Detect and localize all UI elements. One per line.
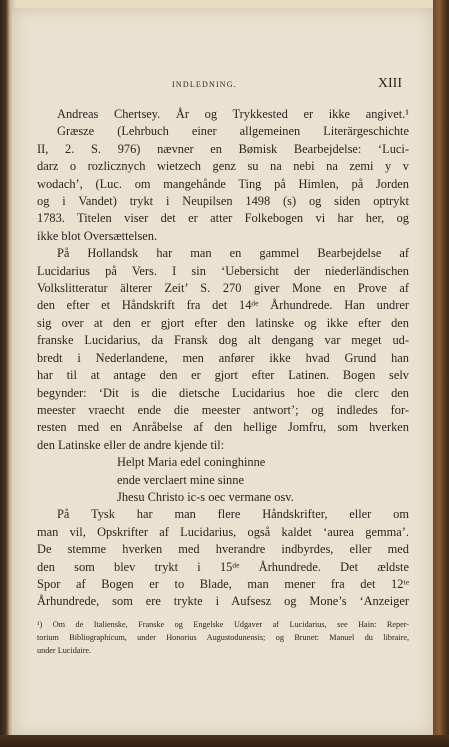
verse-line: ende verclaert mine sinne xyxy=(117,472,244,487)
text-line: bredt i Nederlandene, men anfører ikke hvad Grund han xyxy=(37,350,409,365)
text-line: den Latinske eller de andre kjende til: xyxy=(37,437,225,452)
text-line: darz o rozlicznych wietzech genz su na nebi na zemi y v xyxy=(37,159,409,174)
text-line: Århundrede, som ere trykte i Aufsesz og Mone’s ‘Anzeiger xyxy=(37,594,409,609)
text-line: Græsze (Lehrbuch einer allgemeinen Literärgeschichte xyxy=(57,124,409,139)
text-line: Lucidarius på Vers. I sin ‘Uebersicht der niederländischen xyxy=(37,263,409,278)
footnote-line: ¹) Om de Italienske, Franske og Engelske Udgaver af Lucidarius, see Hain: Reper- xyxy=(37,620,409,629)
text-line: begynder: ‘Dit is die dietsche Lucidarius hoe die clerc den xyxy=(37,385,409,400)
text-line: har til at antage den er gjort efter Latinen. Bogen selv xyxy=(37,368,409,383)
text-line: ikke blot Oversættelsen. xyxy=(37,228,158,243)
text-line: Spor af Bogen er to Blade, man mener fra det 12ᵗᵉ xyxy=(37,576,409,591)
text-line: franske Lucidarius, da Fransk dog alt dengang var meget ud- xyxy=(37,333,409,348)
text-line: man vil, Opskrifter af Lucidarius, også kaldet ‘aurea gemma’. xyxy=(37,524,409,539)
book-binding-edge xyxy=(433,0,449,747)
verse-line: Jhesu Christo ic-s oec vermane osv. xyxy=(117,489,294,504)
footnotes xyxy=(37,618,409,657)
footnote-line: under Lucidaire. xyxy=(37,646,92,655)
text-line: og i Vandet) trykt i Neupilsen 1498 (s) og siden optrykt xyxy=(37,194,409,209)
body-text xyxy=(37,106,409,611)
text-line: resten med en Anråbelse af den hellige Jomfru, som hverken xyxy=(37,420,409,435)
text-line: sig over at den er gjort efter den latinske og ikke efter den xyxy=(37,315,409,330)
book-bottom-edge xyxy=(0,735,449,747)
text-line: 1783. Titelen viser det er atter Folkebogen vi har her, og xyxy=(37,211,409,226)
text-line: På Hollandsk har man en gammel Bearbejdelse af xyxy=(57,246,409,261)
text-line: wodach’, (Luc. om mangehånde Ting på Himlen, på Jorden xyxy=(37,176,409,191)
text-line: Volkslitteratur älterer Zeit’ S. 270 giver Mone en Prove af xyxy=(37,281,409,296)
text-line: den efter et Håndskrift fra det 14ᵈᵉ Århundrede. Han undrer xyxy=(37,298,409,313)
text-line: På Tysk har man flere Håndskrifter, eller om xyxy=(57,507,409,522)
footnote-divider xyxy=(37,615,409,616)
text-line: den som blev trykt i 15ᵈᵉ Århundrede. Det ældste xyxy=(37,559,409,574)
page-header xyxy=(12,78,433,92)
text-line: De stemme hverken med hverandre indbyrdes, eller med xyxy=(37,542,409,557)
running-head: INDLEDNING. xyxy=(172,80,237,89)
text-line: Andreas Chertsey. År og Trykkested er ikke angivet.¹ xyxy=(57,107,409,121)
text-line: II, 2. S. 976) nævner en Bømisk Bearbejdelse: ‘Luci- xyxy=(37,141,409,156)
page-number: XIII xyxy=(377,76,402,91)
text-line: meester vraecht ende die meester antwort’; og indledes for- xyxy=(37,402,409,417)
verse-line: Helpt Maria edel coninghinne xyxy=(117,455,266,470)
footnote-line: torium Bibliographicum, under Honorius Augustodunensis; og Brunet: Manuel du libraire, xyxy=(37,633,409,642)
book-page xyxy=(12,8,433,737)
